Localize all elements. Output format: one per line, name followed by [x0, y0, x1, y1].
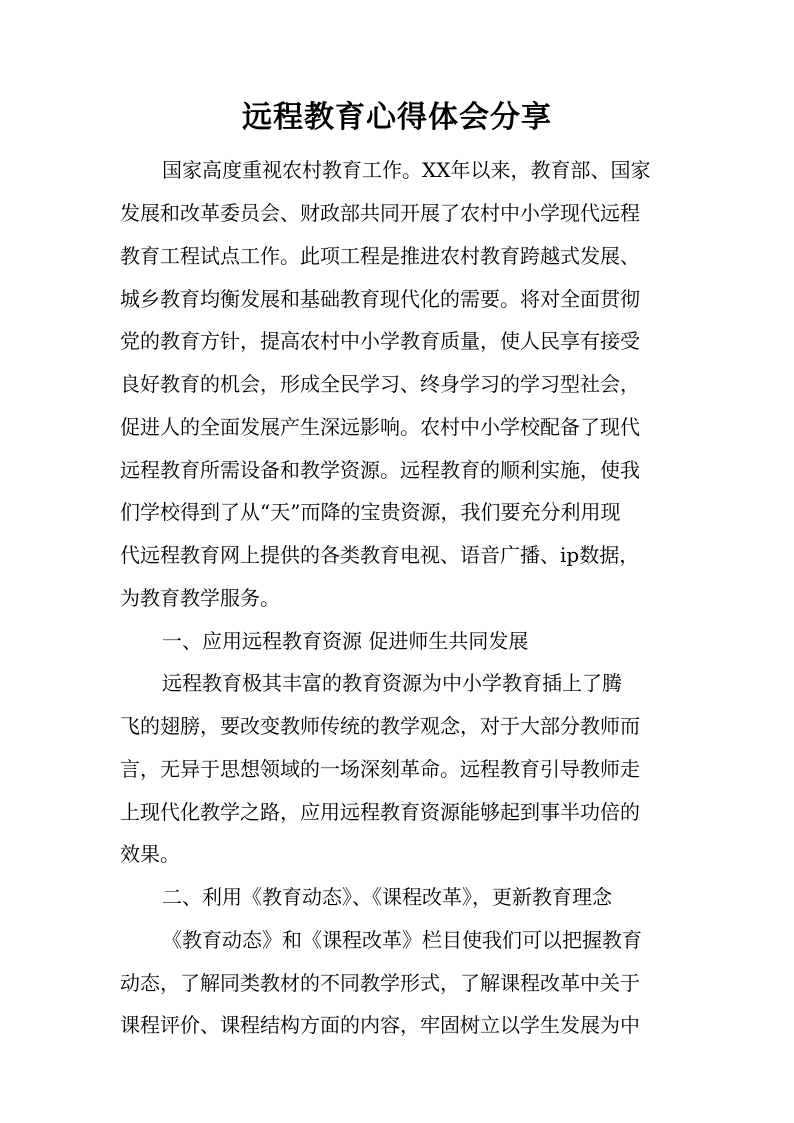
paragraph-line: 《教育动态》和《课程改革》栏目使我们可以把握教育	[162, 928, 642, 952]
document-title: 远程教育心得体会分享	[242, 100, 552, 135]
paragraph-line: 促进人的全面发展产生深远影响。农村中小学校配备了现代	[120, 415, 640, 439]
paragraph-line: 为教育教学服务。	[120, 586, 280, 610]
section-heading: 二、利用《教育动态》、《课程改革》，更新教育理念	[162, 885, 612, 909]
paragraph-line: 课程评价、课程结构方面的内容，牢固树立以学生发展为中	[120, 1013, 640, 1037]
paragraph-line: 远程教育所需设备和教学资源。远程教育的顺利实施，使我	[120, 458, 640, 482]
paragraph-line: 代远程教育网上提供的各类教育电视、语音广播、ip数据，	[120, 543, 640, 567]
paragraph-line: 国家高度重视农村教育工作。XX年以来，教育部、国家	[162, 158, 651, 182]
paragraph-line: 良好教育的机会，形成全民学习、终身学习的学习型社会，	[120, 372, 640, 396]
paragraph-line: 城乡教育均衡发展和基础教育现代化的需要。将对全面贯彻	[120, 287, 640, 311]
paragraph-line: 上现代化教学之路，应用远程教育资源能够起到事半功倍的	[120, 800, 640, 824]
paragraph-line: 们学校得到了从“天”而降的宝贵资源，我们要充分利用现	[120, 500, 621, 524]
paragraph-line: 远程教育极其丰富的教育资源为中小学教育插上了腾	[162, 671, 622, 695]
paragraph-line: 发展和改革委员会、财政部共同开展了农村中小学现代远程	[120, 201, 640, 225]
section-heading: 一、应用远程教育资源 促进师生共同发展	[162, 629, 529, 653]
paragraph-line: 党的教育方针，提高农村中小学教育质量，使人民享有接受	[120, 329, 640, 353]
paragraph-line: 教育工程试点工作。此项工程是推进农村教育跨越式发展、	[120, 244, 640, 268]
paragraph-line: 言，无异于思想领域的一场深刻革命。远程教育引导教师走	[120, 757, 640, 781]
paragraph-line: 效果。	[120, 842, 180, 866]
paragraph-line: 动态，了解同类教材的不同教学形式，了解课程改革中关于	[120, 971, 640, 995]
paragraph-line: 飞的翅膀，要改变教师传统的教学观念，对于大部分教师而	[120, 714, 640, 738]
